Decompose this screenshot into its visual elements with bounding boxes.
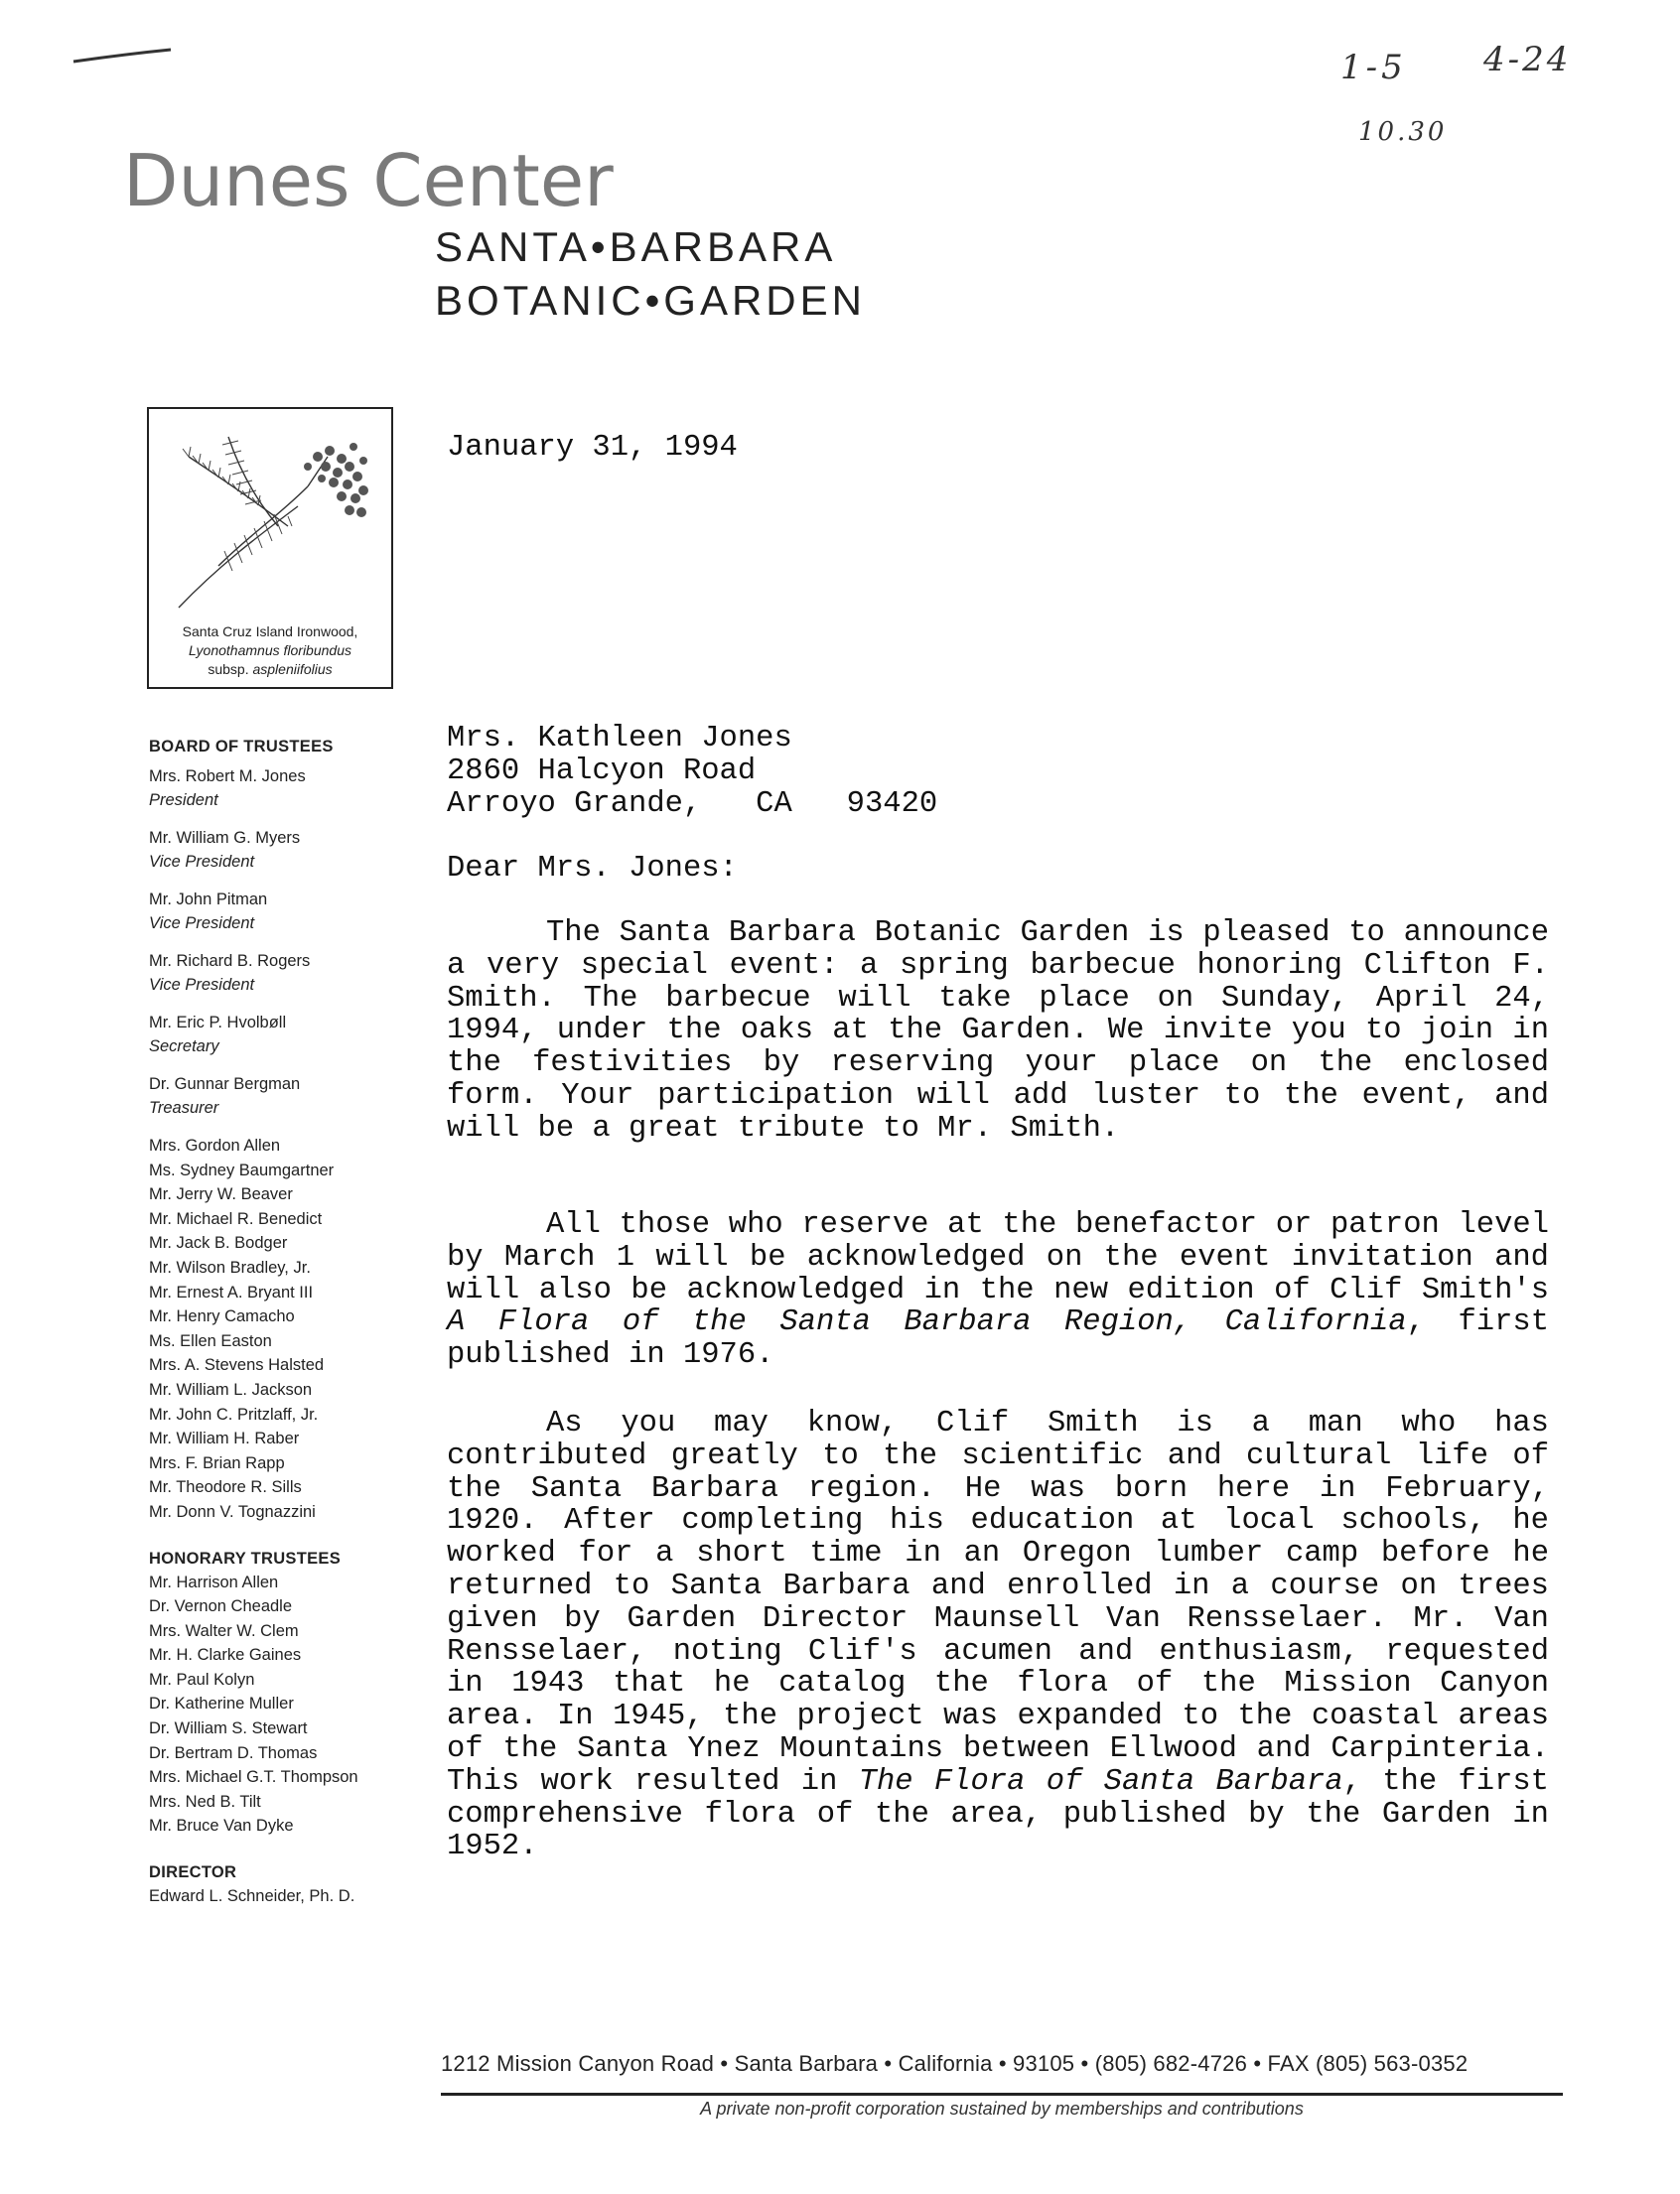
trustee-name: Mr. Wilson Bradley, Jr. bbox=[149, 1258, 311, 1277]
honorary-trustee-name: Mr. Bruce Van Dyke bbox=[149, 1817, 294, 1836]
trustee-name: Mrs. A. Stevens Halsted bbox=[149, 1356, 325, 1375]
footer-tagline: A private non-profit corporation sustained by memberships and contributions bbox=[700, 2099, 1304, 2119]
letter-date: January 31, 1994 bbox=[447, 431, 738, 465]
officer-entry bbox=[149, 888, 407, 935]
trustee-name: Mr. Donn V. Tognazzini bbox=[149, 1502, 316, 1521]
trustee-name: Mr. William L. Jackson bbox=[149, 1380, 313, 1399]
paragraph-2-text-b: , first published in 1976. bbox=[447, 1305, 1549, 1373]
board-of-trustees-heading: BOARD OF TRUSTEES bbox=[149, 738, 334, 755]
officer-entry bbox=[149, 1011, 407, 1058]
handwritten-note-2: 4-24 bbox=[1483, 40, 1572, 79]
recipient-street: 2860 Halcyon Road bbox=[447, 754, 757, 788]
officer-entry bbox=[149, 826, 407, 874]
footer-address: 1212 Mission Canyon Road • Santa Barbara • California • 93105 • (805) 682-4726 • FAX (805) 563-0352 bbox=[441, 2051, 1469, 2076]
recipient-name: Mrs. Kathleen Jones bbox=[447, 722, 792, 755]
board-sidebar bbox=[149, 735, 407, 1909]
trustee-name: Mr. Jack B. Bodger bbox=[149, 1234, 288, 1253]
trustee-name: Ms. Sydney Baumgartner bbox=[149, 1161, 335, 1179]
officer-name: Mr. William G. Myers bbox=[149, 829, 301, 847]
salutation: Dear Mrs. Jones: bbox=[447, 852, 738, 886]
footer-divider bbox=[441, 2093, 1563, 2096]
trustee-name: Mr. William H. Raber bbox=[149, 1430, 300, 1448]
paragraph-1-text: The Santa Barbara Botanic Garden is pleased to announce a very special event: a spring barbecue honoring Clifton F. Smith. The barbecue will take place on Sunday, April 24, 1994, under the oaks at the Garden. We invite you to join in the festivities by reserving your place on the enclosed form. Your participation will add luster to the event, and will be a great tribute to Mr. Smith. bbox=[447, 916, 1549, 1146]
officer-name: Mrs. Robert M. Jones bbox=[149, 767, 306, 785]
officer-title: Secretary bbox=[149, 1037, 219, 1055]
trustee-name: Mr. Theodore R. Sills bbox=[149, 1478, 302, 1497]
recipient-city: Arroyo Grande, CA 93420 bbox=[447, 787, 938, 821]
body-paragraph-2 bbox=[447, 1209, 1549, 1372]
officer-title: Vice President bbox=[149, 914, 255, 932]
book-title-flora-santa-barbara: The Flora of Santa Barbara bbox=[858, 1764, 1343, 1799]
officer-title: Vice President bbox=[149, 976, 255, 994]
trustee-name: Mr. Henry Camacho bbox=[149, 1307, 295, 1326]
honorary-trustee-name: Dr. Bertram D. Thomas bbox=[149, 1743, 318, 1762]
honorary-trustee-list bbox=[149, 1571, 407, 1840]
honorary-trustee-name: Mr. Paul Kolyn bbox=[149, 1670, 255, 1689]
trustee-name: Mrs. Gordon Allen bbox=[149, 1137, 281, 1155]
honorary-trustee-name: Dr. Vernon Cheadle bbox=[149, 1597, 293, 1616]
caption-common-name: Santa Cruz Island Ironwood, bbox=[182, 623, 358, 639]
officer-entry bbox=[149, 949, 407, 997]
ironwood-branch-illustration bbox=[159, 417, 381, 616]
honorary-trustee-name: Mr. H. Clarke Gaines bbox=[149, 1646, 302, 1665]
honorary-trustees-heading: HONORARY TRUSTEES bbox=[149, 1549, 342, 1568]
pen-stroke-mark bbox=[71, 48, 181, 68]
officer-name: Dr. Gunnar Bergman bbox=[149, 1075, 301, 1093]
director-name: Edward L. Schneider, Ph. D. bbox=[149, 1887, 355, 1906]
honorary-trustee-name: Mrs. Michael G.T. Thompson bbox=[149, 1768, 358, 1787]
paragraph-3-text-b: , the first comprehensive flora of the area, published by the Garden in 1952. bbox=[447, 1764, 1549, 1864]
honorary-trustee-name: Dr. William S. Stewart bbox=[149, 1719, 308, 1738]
caption-subsp-prefix: subsp. bbox=[208, 661, 249, 677]
trustee-name: Mrs. F. Brian Rapp bbox=[149, 1453, 285, 1472]
officer-list bbox=[149, 764, 407, 1120]
officer-entry bbox=[149, 764, 407, 812]
trustee-list bbox=[149, 1134, 407, 1525]
officer-title: Treasurer bbox=[149, 1099, 219, 1117]
trustee-name: Mr. Jerry W. Beaver bbox=[149, 1185, 293, 1204]
illustration-caption bbox=[149, 622, 391, 679]
officer-title: Vice President bbox=[149, 853, 255, 871]
recipient-address bbox=[447, 723, 937, 821]
organization-name bbox=[435, 220, 866, 328]
honorary-trustee-name: Mrs. Walter W. Clem bbox=[149, 1621, 299, 1640]
director-heading: DIRECTOR bbox=[149, 1863, 237, 1882]
honorary-trustee-name: Dr. Katherine Muller bbox=[149, 1695, 294, 1714]
caption-latin-name: Lyonothamnus floribundus bbox=[189, 642, 351, 658]
trustee-name: Mr. John C. Pritzlaff, Jr. bbox=[149, 1405, 319, 1424]
org-line-2: BOTANIC•GARDEN bbox=[435, 277, 866, 324]
officer-name: Mr. Eric P. Hvolbøll bbox=[149, 1014, 287, 1031]
watermark-text: Dunes Center bbox=[123, 139, 614, 222]
honorary-trustee-name: Mrs. Ned B. Tilt bbox=[149, 1792, 261, 1811]
body-paragraph-3 bbox=[447, 1408, 1549, 1863]
ironwood-illustration-plate bbox=[147, 407, 393, 689]
officer-name: Mr. Richard B. Rogers bbox=[149, 952, 311, 970]
body-paragraph-1 bbox=[447, 917, 1549, 1146]
paragraph-3-text-a: As you may know, Clif Smith is a man who has contributed greatly to the scientific and cultural life of the Santa Barbara region. He was born here in February, 1920. After completing his education at local schools, he worked for a short time in an Oregon lumber camp before he returned to Santa Barbara and enrolled in a course on trees given by Garden Director Maunsell Van Rensselaer. Mr. Van Rensselaer, noting Clif's acumen and enthusiasm, requested in 1943 that he catalog the flora of the Mission Canyon area. In 1945, the project was expanded to the coastal areas of the Santa Ynez Mountains between Ellwood and Carpinteria. This work resulted in bbox=[447, 1407, 1549, 1799]
paragraph-2-text-a: All those who reserve at the benefactor or patron level by March 1 will be acknowledged on the event invitation and will also be acknowledged in the new edition of Clif Smith's bbox=[447, 1208, 1549, 1307]
officer-title: President bbox=[149, 791, 218, 809]
book-title-flora-region: A Flora of the Santa Barbara Region, California bbox=[447, 1305, 1407, 1340]
caption-subspecies: aspleniifolius bbox=[252, 661, 333, 677]
trustee-name: Ms. Ellen Easton bbox=[149, 1331, 272, 1350]
officer-name: Mr. John Pitman bbox=[149, 891, 268, 908]
officer-entry bbox=[149, 1072, 407, 1120]
honorary-trustee-name: Mr. Harrison Allen bbox=[149, 1573, 279, 1591]
handwritten-note-1: 1-5 bbox=[1340, 48, 1407, 87]
trustee-name: Mr. Michael R. Benedict bbox=[149, 1209, 323, 1228]
handwritten-note-3: 10.30 bbox=[1358, 117, 1448, 147]
org-line-1: SANTA•BARBARA bbox=[435, 223, 837, 270]
trustee-name: Mr. Ernest A. Bryant III bbox=[149, 1283, 314, 1302]
